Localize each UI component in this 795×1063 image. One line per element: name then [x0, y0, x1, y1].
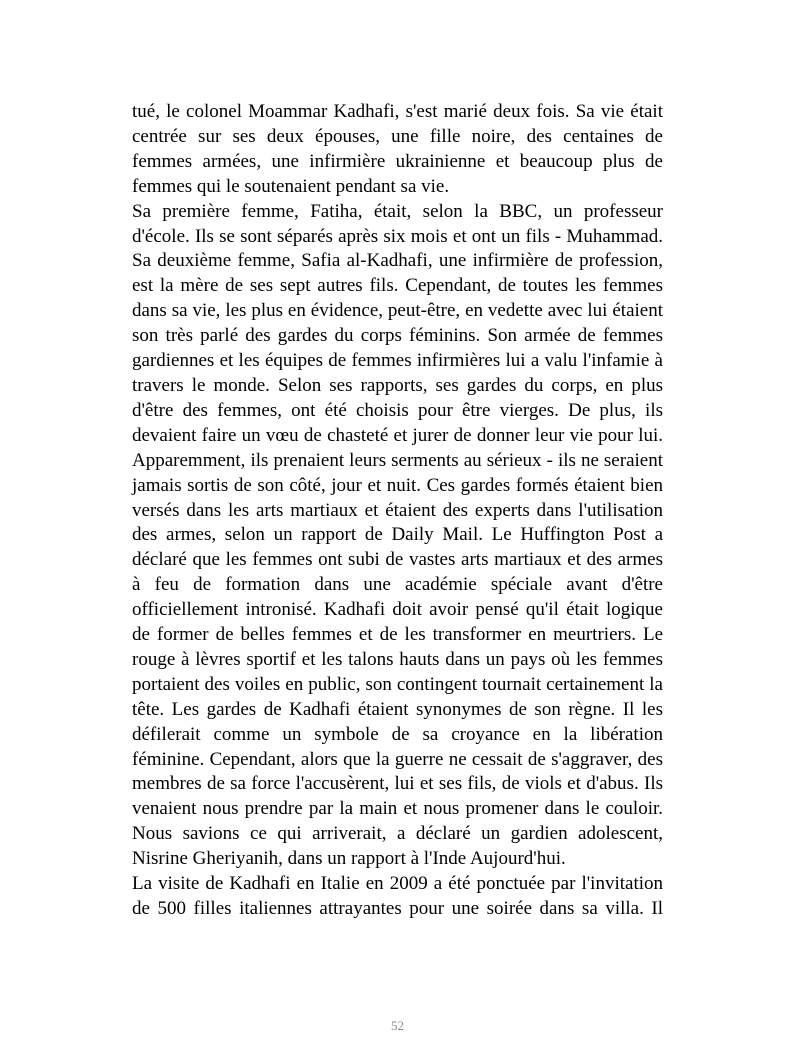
- paragraph-3: La visite de Kadhafi en Italie en 2009 a été ponctuée par l'invitation de 500 filles italiennes attrayantes pour une soirée dans sa villa. Il: [132, 873, 663, 919]
- page-number: 52: [391, 1018, 404, 1033]
- body-text: [132, 100, 663, 922]
- paragraph-2: Sa première femme, Fatiha, était, selon la BBC, un professeur d'école. Ils se sont séparés après six mois et ont un fils - Muhammad. Sa deuxième femme, Safia al-Kadhafi, une infirmière de profession, est la mère de ses sept autres fils. Cependant, de toutes les femmes dans sa vie, les plus en évidence, peut-être, en vedette avec lui étaient son très parlé des gardes du corps féminins. Son armée de femmes gardiennes et les équipes de femmes infirmières lui a valu l'infamie à travers le monde. Selon ses rapports, ses gardes du corps, en plus d'être des femmes, ont été choisis pour être vierges. De plus, ils devaient faire un vœu de chasteté et jurer de donner leur vie pour lui. Apparemment, ils prenaient leurs serments au sérieux - ils ne seraient jamais sortis de son côté, jour et nuit. Ces gardes formés étaient bien versés dans les arts martiaux et étaient des experts dans l'utilisation des armes, selon un rapport de Daily Mail. Le Huffington Post a déclaré que les femmes ont subi de vastes arts martiaux et des armes à feu de formation dans une académie spéciale avant d'être officiellement intronisé. Kadhafi doit avoir pensé qu'il était logique de former de belles femmes et de les transformer en meurtriers. Le rouge à lèvres sportif et les talons hauts dans un pays où les femmes portaient des voiles en public, son contingent tournait certainement la tête. Les gardes de Kadhafi étaient synonymes de son règne. Il les défilerait comme un symbole de sa croyance en la libération féminine. Cependant, alors que la guerre ne cessait de s'aggraver, des membres de sa force l'accusèrent, lui et ses fils, de viols et d'abus. Ils venaient nous prendre par la main et nous promener dans le couloir. Nous savions ce qui arriverait, a déclaré un gardien adolescent, Nisrine Gheriyanih, dans un rapport à l'Inde Aujourd'hui.: [132, 200, 663, 870]
- paragraph-1: tué, le colonel Moammar Kadhafi, s'est marié deux fois. Sa vie était centrée sur ses deux épouses, une fille noire, des centaines de femmes armées, une infirmière ukrainienne et beaucoup plus de femmes qui le soutenaient pendant sa vie.: [132, 101, 663, 197]
